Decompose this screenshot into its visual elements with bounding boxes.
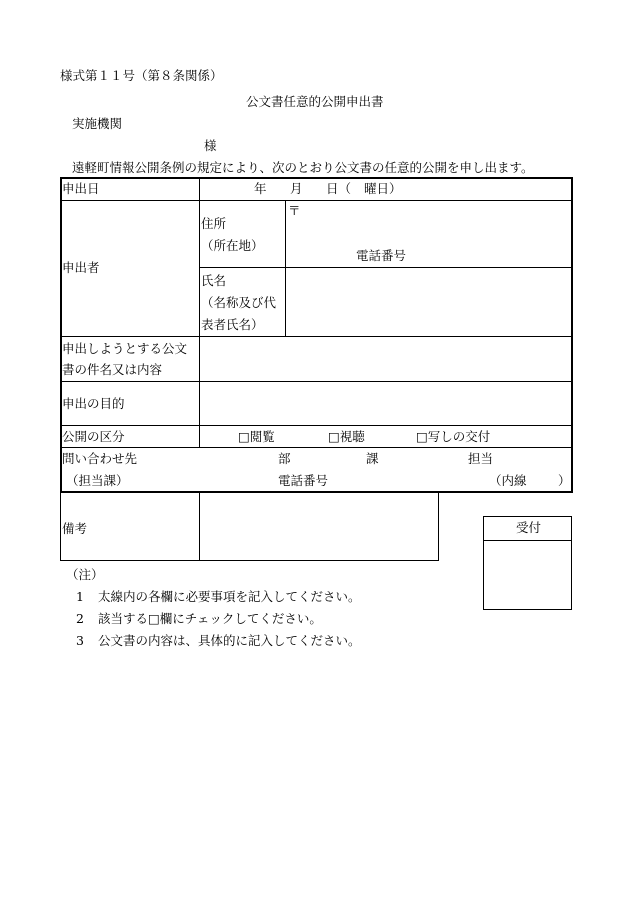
contact-label: 問い合わせ先 [62, 451, 138, 466]
option-listen-checkbox[interactable]: □視聴 [328, 429, 365, 444]
subject-field[interactable] [200, 337, 572, 380]
name-label: 氏名 [201, 273, 227, 288]
form-number: 様式第１１号（第８条関係） [60, 68, 223, 83]
notes-heading: （注） [66, 567, 104, 582]
name-field[interactable] [286, 268, 572, 335]
extension-close: ） [558, 473, 571, 488]
staff-label: 担当 [468, 451, 494, 466]
date-day[interactable]: 日（ [326, 181, 352, 196]
option-view-checkbox[interactable]: □閲覧 [238, 429, 275, 444]
date-year[interactable]: 年 [254, 181, 267, 196]
honorific: 様 [204, 138, 217, 153]
extension-open: （内線 [489, 473, 527, 488]
address-field[interactable] [286, 203, 572, 247]
option-copy-checkbox[interactable]: □写しの交付 [416, 429, 491, 444]
intro-text: 遠軽町情報公開条例の規定により、次のとおり公文書の任意的公開を申し出ます。 [72, 160, 534, 175]
purpose-label: 申出の目的 [62, 396, 125, 411]
note-text: 該当する□欄にチェックしてください。 [98, 611, 322, 626]
purpose-field[interactable] [200, 382, 572, 424]
subject-label-sub: 書の件名又は内容 [62, 362, 163, 377]
subject-label: 申出しようとする公文 [62, 341, 188, 356]
note-number: 1 [76, 589, 84, 604]
date-month[interactable]: 月 [290, 181, 303, 196]
page-title: 公文書任意的公開申出書 [246, 94, 384, 109]
remarks-label: 備考 [62, 521, 88, 536]
note-text: 公文書の内容は、具体的に記入してください。 [98, 633, 361, 648]
category-label: 公開の区分 [62, 429, 125, 444]
name-label-sub1: （名称及び代 [201, 295, 277, 310]
agency-label: 実施機関 [72, 116, 123, 131]
postal-mark: 〒 [288, 203, 301, 218]
contact-label-sub: （担当課） [66, 473, 129, 488]
address-label: 住所 [201, 216, 227, 231]
applicant-phone-label: 電話番号 [356, 248, 407, 263]
reception-label: 受付 [516, 520, 542, 535]
address-label-sub: （所在地） [201, 238, 264, 253]
note-number: 3 [76, 633, 84, 648]
section-label: 課 [366, 451, 379, 466]
name-label-sub2: 表者氏名） [201, 317, 264, 332]
applicant-label: 申出者 [62, 260, 100, 275]
note-text: 太線内の各欄に必要事項を記入してください。 [98, 589, 361, 604]
dept-label: 部 [278, 451, 291, 466]
note-number: 2 [76, 611, 84, 626]
contact-phone-label: 電話番号 [278, 473, 329, 488]
date-label: 申出日 [62, 181, 100, 196]
date-weekday[interactable]: 曜日） [364, 181, 402, 196]
remarks-field[interactable] [200, 494, 438, 560]
